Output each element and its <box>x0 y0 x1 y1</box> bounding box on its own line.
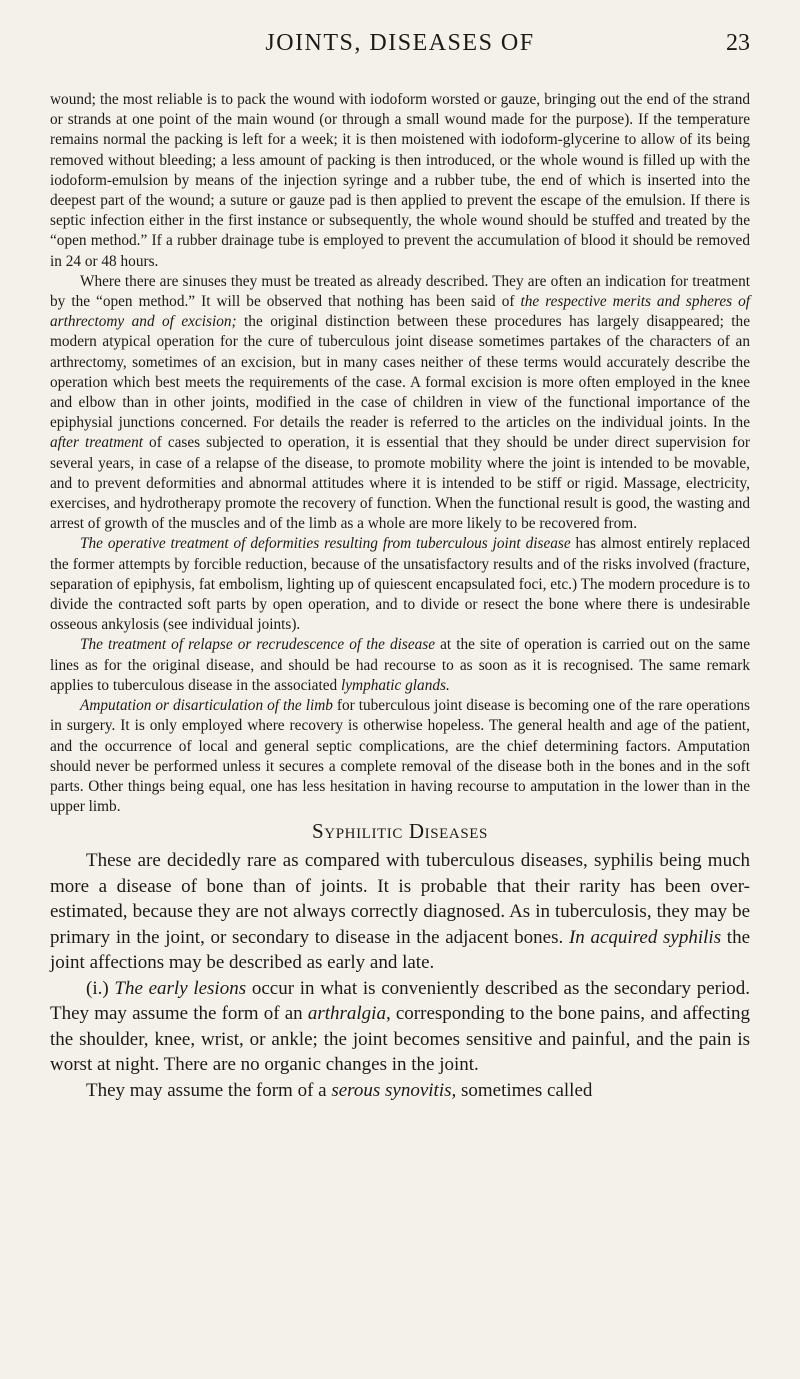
italic-run: after treatment <box>50 434 143 452</box>
italic-run: Amputation or disarticulation of the limb <box>80 697 333 715</box>
paragraph <box>50 696 750 817</box>
paragraph <box>50 90 750 272</box>
running-title: JOINTS, DISEASES OF <box>265 30 535 56</box>
text-run: They may assume the form of a <box>86 1079 332 1101</box>
text-run: the original distinction between these procedures has largely disappeared; the modern atypical operation for the cure of tuberculous joint disease sometimes partakes of the characters of an arthrectomy, sometimes of an excision, but in many cases neither of these terms would accurately describe the operation which best meets the requirements of the case. A formal excision is more often employed in the knee and elbow than in other joints, modified in the case of children in view of the functional importance of the epiphysial junctions concerned. For details the reader is referred to the articles on the individual joints. In the <box>50 313 750 432</box>
text-run: corresponding to the bone pains, and affecting the shoulder, knee, wrist, or ankle; the joint becomes sensitive and painful, and the pain is worst at night. There are no organic changes in the joint. <box>50 1003 751 1076</box>
italic-run: The early lesions <box>114 977 247 999</box>
text-run: of cases subjected to operation, it is essential that they should be under direct supervision for several years, in case of a relapse of the disease, to promote mobility where the joint is intended to be movable, and to prevent deformities and abnormal attitudes where it is intended to be stiff or rigid. Massage, electricity, exercises, and hydrotherapy promote the recovery of function. When the functional result is good, the wasting and arrest of growth of the muscles and of the limb as a whole are more likely to be recovered from. <box>50 434 750 533</box>
paragraph <box>50 976 750 1078</box>
text-run: the joint affections may be described as early and late. <box>50 926 751 974</box>
paragraph <box>50 272 750 535</box>
italic-run: arthralgia, <box>307 1003 391 1025</box>
text-run: Where there are sinuses they must be treated as already described. They are often an indication for treatment by the “open method.” It will be observed that nothing has been said of <box>50 272 750 311</box>
text-run: for tuberculous joint disease is becoming one of the rare operations in surgery. It is only employed where recovery is otherwise hopeless. The general health and age of the patient, and the occurrence of local and general septic complications, are the chief determining factors. Amputation should never be performed unless it secures a complete removal of the disease both in the bones and in the soft parts. Other things being equal, one has less hesitation in having recourse to amputation in the lower than in the upper limb. <box>50 697 750 816</box>
text-run: sometimes called <box>456 1079 593 1101</box>
italic-run: The operative treatment of deformities resulting from tuberculous joint disease <box>80 535 571 553</box>
text-run: wound; the most reliable is to pack the wound with iodoform worsted or gauze, bringing out the end of the strand or strands at one point of the main wound (or through a small wound made for the purpose). If the temperature remains normal the packing is left for a week; it is then moistened with iodoform-glycerine to allow of its being removed without bleeding; a less amount of packing is then introduced, or the whole wound is filled up with the iodoform-emulsion by means of the injection syringe and a rubber tube, the end of which is inserted into the deepest part of the wound; a suture or gauze pad is then applied to prevent the escape of the emulsion. If there is septic infection either in the first instance or subsequently, the whole wound should be stuffed and treated by the “open method.” If a rubber drainage tube is employed to prevent the accumulation of blood it should be removed in 24 or 48 hours. <box>50 91 750 270</box>
text-run: These are decidedly rare as compared with tuberculous diseases, syphilis being much more a disease of bone than of joints. It is probable that their rarity has been over-estimated, because they are not always correctly diagnosed. As in tuberculosis, they may be primary in the joint, or secondary to disease in the adjacent bones. <box>50 850 750 948</box>
italic-run: The treatment of relapse or recrudescence of the disease <box>80 636 435 654</box>
paragraph <box>50 848 750 976</box>
text-run: (i.) <box>86 977 115 999</box>
body-text-small <box>50 90 750 817</box>
section-heading: Syphilitic Diseases <box>312 819 488 844</box>
paragraph <box>50 635 750 696</box>
page-header <box>50 30 750 90</box>
text-run: occur in what is conveniently described as the secondary period. They may assume the form of an <box>50 977 750 1025</box>
italic-run: the respective merits and spheres of arthrectomy and of excision; <box>50 293 750 331</box>
page-number: 23 <box>726 30 750 56</box>
body-text-large <box>50 848 750 1103</box>
paragraph <box>50 1078 750 1104</box>
italic-run: lymphatic glands. <box>341 676 450 694</box>
text-run: has almost entirely replaced the former attempts by forcible reduction, because of the unsatisfactory results and of the risks involved (fracture, separation of epiphysis, fat embolism, lighting up of quiescent encapsulated foci, etc.) The modern procedure is to divide the contracted soft parts by open operation, and to divide or resect the bone where there is undesirable osseous ankylosis (see individual joints). <box>50 535 751 634</box>
text-run: at the site of operation is carried out on the same lines as for the original disease, and should be had recourse to as soon as it is recognised. The same remark applies to tuberculous disease in the associated <box>50 636 750 694</box>
italic-run: In acquired syphilis <box>568 926 722 948</box>
italic-run: serous synovitis, <box>331 1079 457 1101</box>
paragraph <box>50 534 750 635</box>
